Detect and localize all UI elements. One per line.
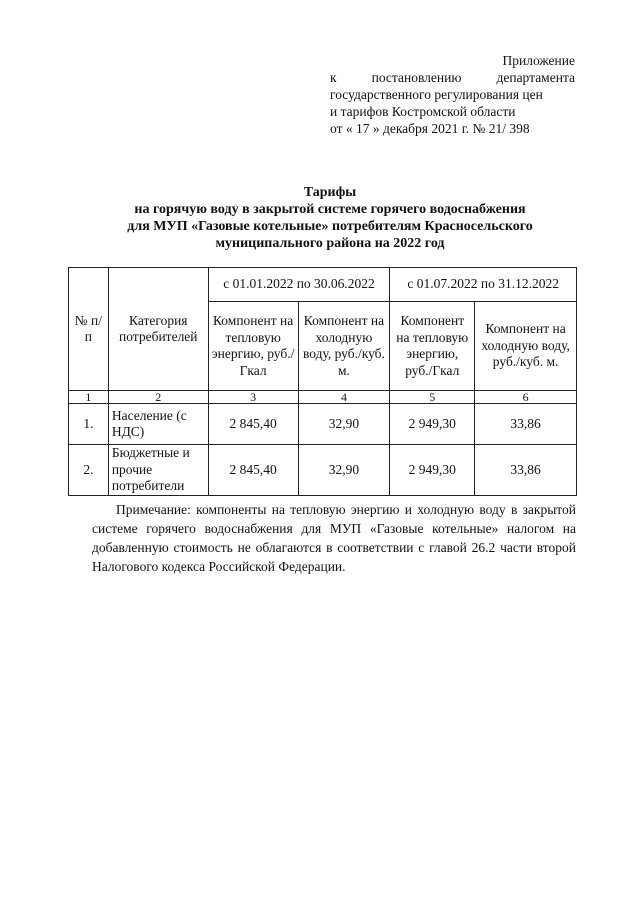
document-heading bbox=[92, 184, 568, 252]
table-row bbox=[69, 404, 577, 445]
row-value: 2 949,30 bbox=[390, 445, 475, 496]
row-number: 1. bbox=[69, 404, 109, 445]
row-value: 32,90 bbox=[298, 404, 390, 445]
header-cold-component-1: Компонент на холодную воду, руб./куб. м. bbox=[298, 302, 390, 391]
index-cell: 6 bbox=[475, 391, 577, 404]
row-value: 33,86 bbox=[475, 445, 577, 496]
appendix-line-4: от « 17 » декабря 2021 г. № 21/ 398 bbox=[330, 121, 530, 136]
heading-line-3: для МУП «Газовые котельные» потребителям Красносельского bbox=[127, 219, 533, 234]
header-category: Категория потребителей bbox=[108, 268, 208, 391]
tariffs-table bbox=[68, 267, 577, 496]
table-index-row bbox=[69, 391, 577, 404]
row-value: 33,86 bbox=[475, 404, 577, 445]
index-cell: 2 bbox=[108, 391, 208, 404]
header-heat-component-2: Компонент на тепловую энергию, руб./Гкал bbox=[390, 302, 475, 391]
table-row bbox=[69, 445, 577, 496]
note-text: Примечание: компоненты на тепловую энергию и холодную воду в закрытой системе горячего водоснабжения для МУП «Газовые котельные» налогом на добавленную стоимость не облагаются в соответствии с главой 26.2 части второй Налогового кодекса Российской Федерации. bbox=[92, 502, 576, 574]
header-cold-component-2: Компонент на холодную воду, руб./куб. м. bbox=[475, 302, 577, 391]
heading-line-4: муниципального района на 2022 год bbox=[215, 236, 445, 251]
appendix-line-1: к постановлению департамента bbox=[330, 70, 575, 85]
index-cell: 1 bbox=[69, 391, 109, 404]
header-period-2: с 01.07.2022 по 31.12.2022 bbox=[390, 268, 577, 302]
row-value: 2 845,40 bbox=[208, 404, 298, 445]
header-heat-component-1: Компонент на тепловую энергию, руб./Гкал bbox=[208, 302, 298, 391]
header-period-1: с 01.01.2022 по 30.06.2022 bbox=[208, 268, 390, 302]
index-cell: 4 bbox=[298, 391, 390, 404]
row-value: 2 845,40 bbox=[208, 445, 298, 496]
table-header-row-1 bbox=[69, 268, 577, 302]
appendix-title: Приложение bbox=[502, 53, 575, 68]
appendix-block bbox=[330, 52, 575, 137]
row-category: Население (с НДС) bbox=[108, 404, 208, 445]
row-category: Бюджетные и прочие потребители bbox=[108, 445, 208, 496]
heading-title: Тарифы bbox=[303, 185, 357, 200]
header-number: № п/п bbox=[69, 268, 109, 391]
heading-line-2: на горячую воду в закрытой системе горячего водоснабжения bbox=[134, 202, 526, 217]
appendix-line-2: государственного регулирования цен bbox=[330, 87, 543, 102]
row-value: 32,90 bbox=[298, 445, 390, 496]
index-cell: 5 bbox=[390, 391, 475, 404]
row-value: 2 949,30 bbox=[390, 404, 475, 445]
appendix-line-3: и тарифов Костромской области bbox=[330, 104, 516, 119]
note-block bbox=[92, 500, 576, 576]
index-cell: 3 bbox=[208, 391, 298, 404]
row-number: 2. bbox=[69, 445, 109, 496]
